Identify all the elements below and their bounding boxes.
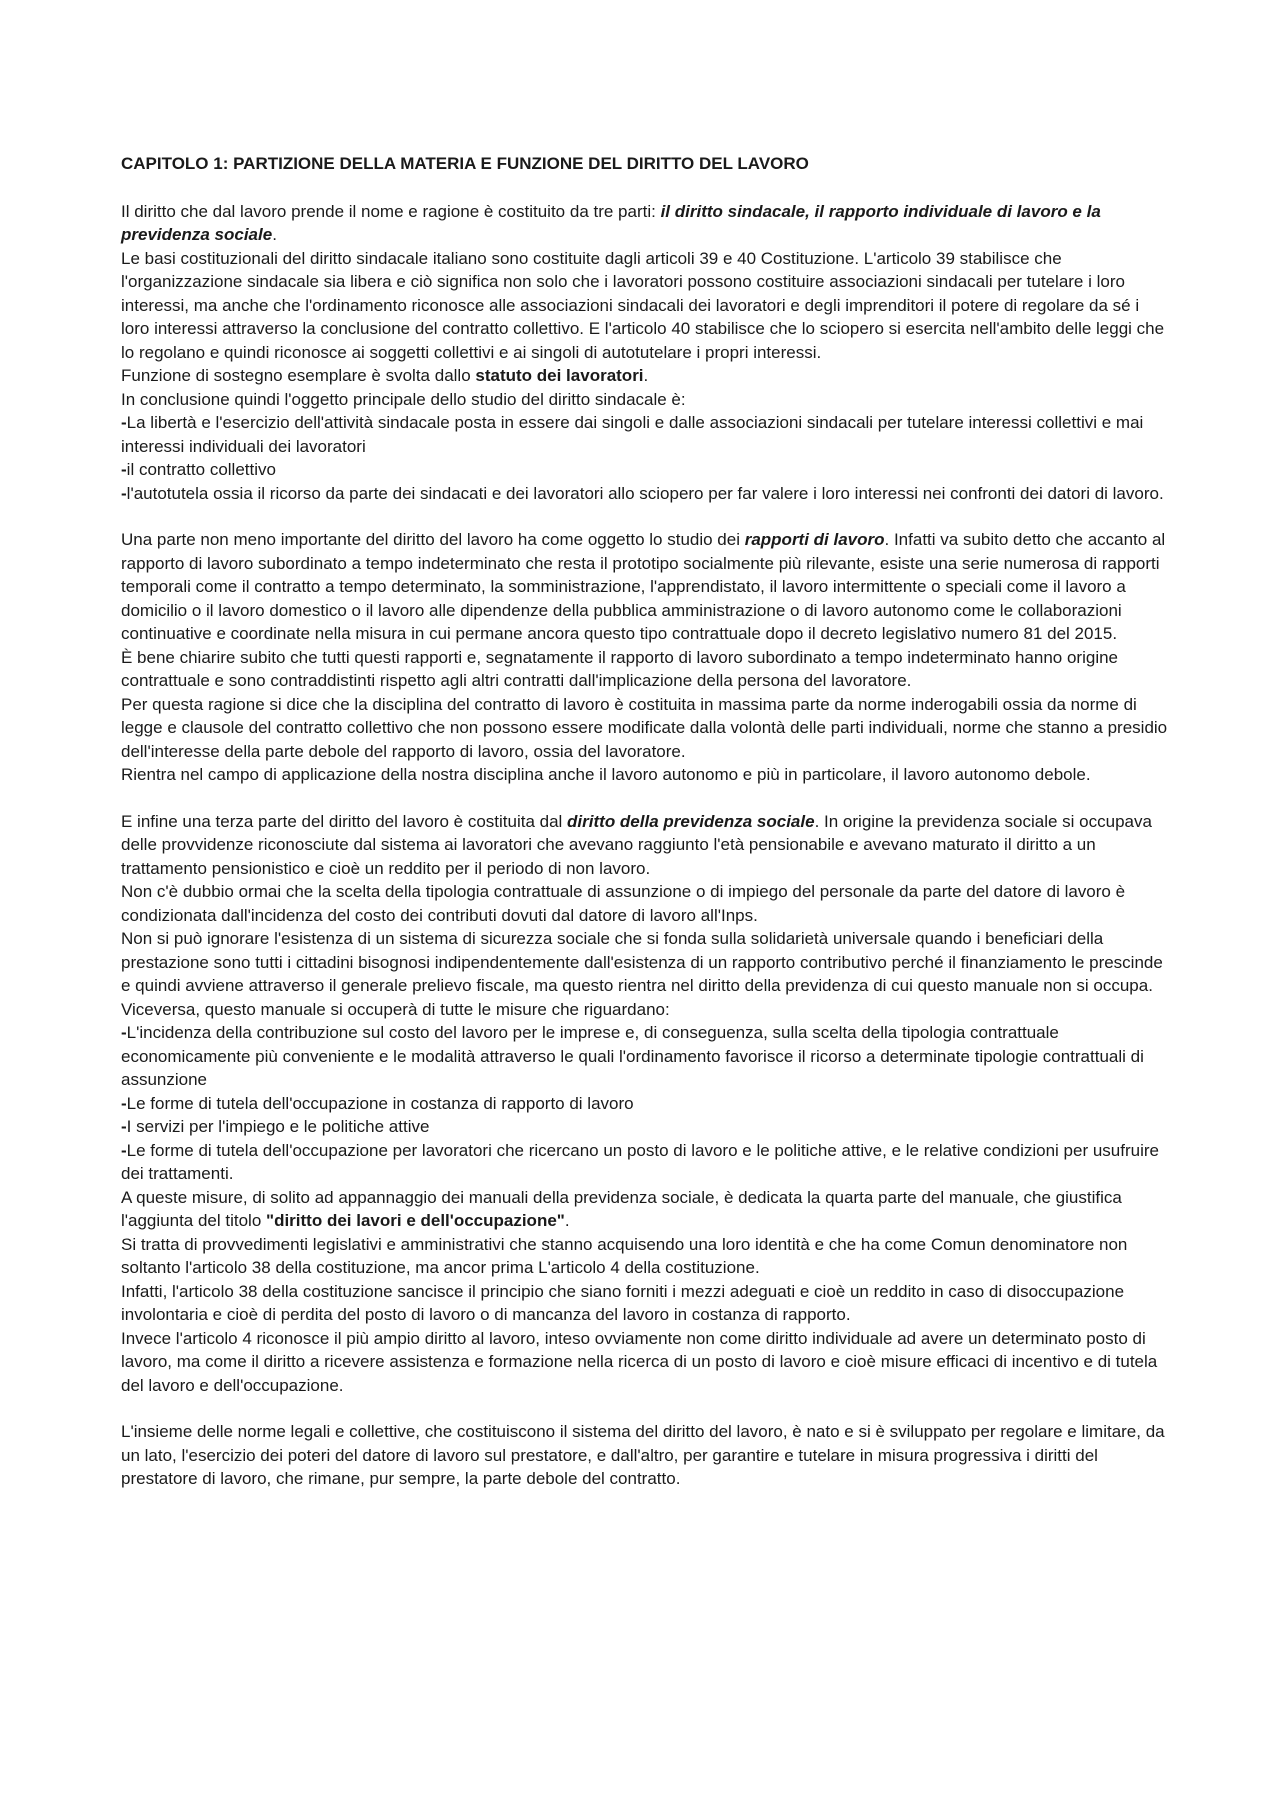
paragraph <box>121 810 1171 881</box>
list-item-text: Le forme di tutela dell'occupazione per lavoratori che ricercano un posto di lavoro e le politiche attive, e le relative condizioni per usufruire dei trattamenti. <box>121 1140 1164 1183</box>
bold-text: "diritto dei lavori e dell'occupazione" <box>266 1211 565 1230</box>
bullet-dash: - <box>121 483 127 503</box>
text: Una parte non meno importante del diritto del lavoro ha come oggetto lo studio dei <box>121 530 745 549</box>
list-item <box>121 1021 1171 1092</box>
paragraph <box>121 528 1171 646</box>
list-item <box>121 1115 1171 1139</box>
emphasis: il diritto sindacale, il rapporto individuale di lavoro e la previdenza sociale <box>121 201 1106 244</box>
paragraph: È bene chiarire subito che tutti questi rapporti e, segnatamente il rapporto di lavoro subordinato a tempo indeterminato hanno origine contrattuale e sono contraddistinti rispetto agli altri contratti dall'implicazione della persona del lavoratore. <box>121 647 1123 690</box>
list-item-text: il contratto collettivo <box>126 460 276 479</box>
text: . <box>564 1211 570 1230</box>
paragraph: Rientra nel campo di applicazione della nostra disciplina anche il lavoro autonomo e più in particolare, il lavoro autonomo debole. <box>121 765 1091 784</box>
section-previdenza-sociale <box>121 810 1171 1398</box>
text: . <box>643 366 649 385</box>
paragraph: Si tratta di provvedimenti legislativi e amministrativi che stanno acquisendo una loro identità e che ha come Comun denominatore non soltanto l'articolo 38 della costituzione, ma ancor prima L'articolo 4 della costituzione. <box>121 1234 1133 1277</box>
paragraph: Non si può ignorare l'esistenza di un sistema di sicurezza sociale che si fonda sulla solidarietà universale quando i beneficiari della prestazione sono tutti i cittadini bisognosi indipendentemente dall'esistenza di un rapporto contributivo perché il finanziamento le prescinde e quindi avviene attraverso il generale prelievo fiscale, ma questo rientra nel diritto della previdenza di cui questo manuale non si occupa. <box>121 929 1168 995</box>
paragraph <box>121 364 1171 388</box>
document-page <box>121 152 1171 1514</box>
paragraph: L'insieme delle norme legali e collettive, che costituiscono il sistema del diritto del lavoro, è nato e si è sviluppato per regolare e limitare, da un lato, l'esercizio dei poteri del datore di lavoro sul prestatore, e dall'altro, per garantire e tutelare in misura progressiva i diritti del prestatore di lavoro, che rimane, pur sempre, la parte debole del contratto. <box>121 1422 1170 1488</box>
text: Il diritto che dal lavoro prende il nome e ragione è costituito da tre parti: <box>121 201 661 221</box>
paragraph: In conclusione quindi l'oggetto principale dello studio del diritto sindacale è: <box>121 389 686 409</box>
bold-text: statuto dei lavoratori <box>475 366 644 385</box>
section-diritto-sindacale <box>121 200 1171 506</box>
bullet-dash: - <box>121 1117 127 1136</box>
bullet-dash: - <box>121 1023 127 1042</box>
bullet-dash: - <box>121 1093 127 1113</box>
text: . Infatti va subito detto che accanto al rapporto di lavoro subordinato a tempo indeterminato che resta il prototipo socialmente più rilevante, esiste una serie numerosa di rapporti temporali come il contratto a tempo determinato, la somministrazione, l'apprendistato, il lavoro intermittente o speciali come il lavoro a domicilio o il lavoro domestico o il lavoro alle dipendenze della pubblica amministrazione o di lavoro autonomo come le collaborazioni continuative e coordinate nella misura in cui permane ancora questo tipo contrattuale dopo il decreto legislativo numero 81 del 2015. <box>121 530 1170 643</box>
paragraph: Viceversa, questo manuale si occuperà di tutte le misure che riguardano: <box>121 999 670 1019</box>
list-item <box>121 458 1171 482</box>
list-item <box>121 411 1171 458</box>
section-conclusione <box>121 1420 1171 1491</box>
list-item-text: Le forme di tutela dell'occupazione in costanza di rapporto di lavoro <box>126 1093 634 1113</box>
list-item <box>121 1092 1171 1116</box>
paragraph: Invece l'articolo 4 riconosce il più ampio diritto al lavoro, inteso ovviamente non come diritto individuale ad avere un determinato posto di lavoro, ma come il diritto a ricevere assistenza e formazione nella ricerca di un posto di lavoro e cioè misure efficaci di incentivo e di tutela del lavoro e dell'occupazione. <box>121 1328 1162 1395</box>
bullet-dash: - <box>121 1140 127 1160</box>
paragraph <box>121 1186 1171 1233</box>
emphasis: rapporti di lavoro <box>744 530 885 549</box>
list-item <box>121 1139 1171 1186</box>
list-item-text: L'incidenza della contribuzione sul costo del lavoro per le imprese e, di conseguenza, sulla scelta della tipologia contrattuale economicamente più conveniente e le modalità attraverso le quali l'ordinamento favorisce il ricorso a determinate tipologie contrattuali di assunzione <box>121 1023 1149 1089</box>
text: Funzione di sostegno esemplare è svolta dallo <box>121 366 476 385</box>
list-item-text: I servizi per l'impiego e le politiche attive <box>126 1117 430 1136</box>
list-item-text: La libertà e l'esercizio dell'attività sindacale posta in essere dai singoli e dalle associazioni sindacali per tutelare interessi collettivi e mai interessi individuali dei lavoratori <box>121 413 1149 456</box>
paragraph: Per questa ragione si dice che la disciplina del contratto di lavoro è costituita in massima parte da norme inderogabili ossia da norme di legge e clausole del contratto collettivo che non possono essere modificate dalla volontà delle parti individuali, norme che stanno a presidio dell'interesse della parte debole del rapporto di lavoro, ossia del lavoratore. <box>121 694 1172 761</box>
bullet-dash: - <box>121 460 127 479</box>
text: A queste misure, di solito ad appannaggio dei manuali della previdenza sociale, è dedicata la quarta parte del manuale, che giustifica l'aggiunta del titolo <box>121 1187 1127 1230</box>
text: . In origine la previdenza sociale si occupava delle provvidenze riconosciute dal sistema ai lavoratori che avevano raggiunto l'età pensionabile e avevano maturato il diritto a un trattamento pensionistico e cioè un reddito per il periodo di non lavoro. <box>121 811 1157 878</box>
list-item <box>121 482 1171 506</box>
text: E infine una terza parte del diritto del lavoro è costituita dal <box>121 811 568 831</box>
bullet-dash: - <box>121 413 127 432</box>
emphasis: diritto della previdenza sociale <box>567 811 815 831</box>
text: . <box>272 225 277 244</box>
section-rapporti-di-lavoro <box>121 528 1171 787</box>
paragraph: Infatti, l'articolo 38 della costituzione sancisce il principio che siano forniti i mezzi adeguati e cioè un reddito in caso di disoccupazione involontaria e cioè di perdita del posto di lavoro o di mancanza del lavoro in costanza di rapporto. <box>121 1281 1129 1324</box>
chapter-heading: CAPITOLO 1: PARTIZIONE DELLA MATERIA E FUNZIONE DEL DIRITTO DEL LAVORO <box>121 154 809 173</box>
paragraph: Non c'è dubbio ormai che la scelta della tipologia contrattuale di assunzione o di impiego del personale da parte del datore di lavoro è condizionata dall'incidenza del costo dei contributi dovuti dal datore di lavoro all'Inps. <box>121 882 1130 925</box>
paragraph <box>121 200 1171 247</box>
paragraph: Le basi costituzionali del diritto sindacale italiano sono costituite dagli articoli 39 e 40 Costituzione. L'articolo 39 stabilisce che l'organizzazione sindacale sia libera e ciò significa non solo che i lavoratori possono costituire associazioni sindacali per tutelare i loro interessi, ma anche che l'ordinamento riconosce alle associazioni sindacali dei lavoratori e degli imprenditori il potere di regolare da sé i loro interessi attraverso la conclusione del contratto collettivo. E l'articolo 40 stabilisce che lo sciopero si esercita nell'ambito delle leggi che lo regolano e quindi riconosce ai soggetti collettivi e ai singoli di autotutelare i propri interessi. <box>121 248 1169 362</box>
list-item-text: l'autotutela ossia il ricorso da parte dei sindacati e dei lavoratori allo sciopero per far valere i loro interessi nei confronti dei datori di lavoro. <box>126 483 1164 503</box>
